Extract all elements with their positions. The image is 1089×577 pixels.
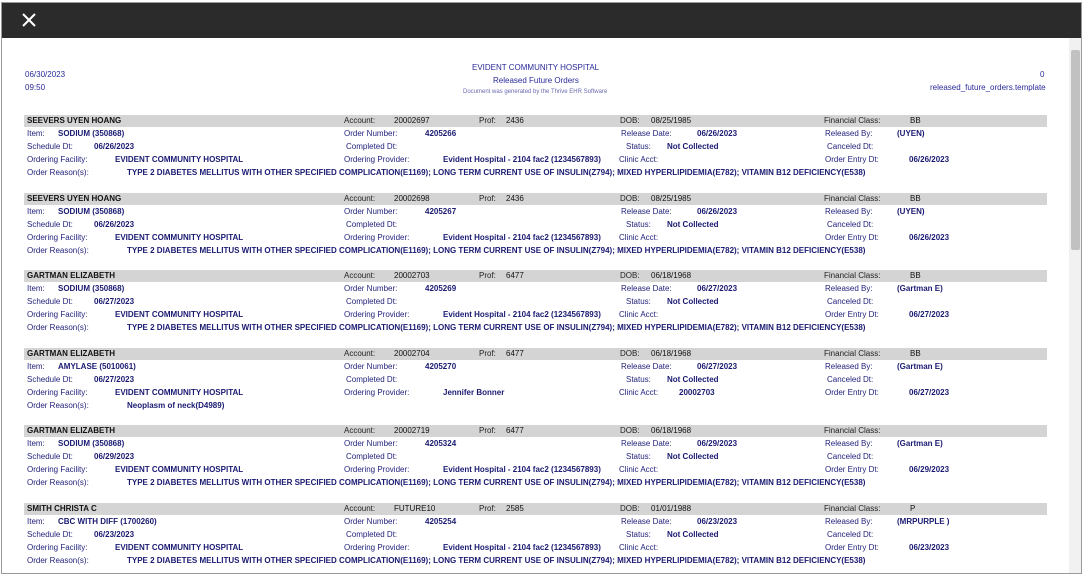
item-label: Item: <box>27 207 45 216</box>
ordering-facility-value: EVIDENT COMMUNITY HOSPITAL <box>115 465 244 474</box>
order-number-value: 4205266 <box>425 129 457 138</box>
item-label: Item: <box>27 439 45 448</box>
canceled-dt-label: Canceled Dt: <box>827 530 874 539</box>
patient-name: SMITH CHRISTA C <box>27 504 97 513</box>
order-record <box>24 503 1047 574</box>
clinic-acct-label: Clinic Acct: <box>619 155 659 164</box>
prof-label: Prof: <box>479 116 496 125</box>
record-header-bar <box>24 503 1047 515</box>
order-number-value: 4205270 <box>425 362 457 371</box>
clinic-acct-value: 20002703 <box>679 388 715 397</box>
scrollbar-thumb[interactable] <box>1071 50 1080 250</box>
order-number-label: Order Number: <box>344 362 398 371</box>
order-reasons-label: Order Reason(s): <box>27 478 89 487</box>
order-entry-dt-label: Order Entry Dt: <box>825 388 879 397</box>
order-reasons-value: Neoplasm of neck(D4989) <box>127 401 225 410</box>
ordering-provider-value: Evident Hospital - 2104 fac2 (1234567893) <box>443 155 601 164</box>
prof-label: Prof: <box>479 504 496 513</box>
financial-class-label: Financial Class: <box>824 426 881 435</box>
ordering-provider-label: Ordering Provider: <box>344 388 410 397</box>
status-label: Status: <box>626 220 651 229</box>
completed-dt-label: Completed Dt: <box>346 297 398 306</box>
financial-class-label: Financial Class: <box>824 116 881 125</box>
released-by-value: (Gartman E) <box>897 439 943 448</box>
order-entry-dt-value: 06/26/2023 <box>909 233 950 242</box>
ordering-facility-label: Ordering Facility: <box>27 388 88 397</box>
schedule-dt-label: Schedule Dt: <box>27 297 73 306</box>
report-page <box>2 38 1069 574</box>
patient-name: GARTMAN ELIZABETH <box>27 271 115 280</box>
schedule-dt-label: Schedule Dt: <box>27 220 73 229</box>
status-label: Status: <box>626 142 651 151</box>
hospital-name: EVIDENT COMMUNITY HOSPITAL <box>472 63 600 72</box>
status-value: Not Collected <box>667 142 719 151</box>
order-reasons-label: Order Reason(s): <box>27 401 89 410</box>
order-number-label: Order Number: <box>344 439 398 448</box>
prof-value: 6477 <box>506 349 524 358</box>
status-label: Status: <box>626 297 651 306</box>
release-date-value: 06/26/2023 <box>697 129 738 138</box>
order-entry-dt-value: 06/27/2023 <box>909 388 950 397</box>
schedule-dt-label: Schedule Dt: <box>27 452 73 461</box>
release-date-label: Release Date: <box>621 517 672 526</box>
schedule-dt-value: 06/26/2023 <box>94 142 135 151</box>
account-value: 20002697 <box>394 116 430 125</box>
patient-name: GARTMAN ELIZABETH <box>27 349 115 358</box>
ordering-provider-label: Ordering Provider: <box>344 155 410 164</box>
financial-class-value: BB <box>910 271 921 280</box>
viewer-toolbar <box>2 3 1082 38</box>
prof-label: Prof: <box>479 426 496 435</box>
financial-class-value: P <box>910 504 916 513</box>
account-label: Account: <box>344 504 376 513</box>
clinic-acct-label: Clinic Acct: <box>619 310 659 319</box>
clinic-acct-label: Clinic Acct: <box>619 543 659 552</box>
released-by-label: Released By: <box>825 517 873 526</box>
canceled-dt-label: Canceled Dt: <box>827 297 874 306</box>
order-reasons-label: Order Reason(s): <box>27 556 89 565</box>
released-by-label: Released By: <box>825 439 873 448</box>
ordering-provider-label: Ordering Provider: <box>344 465 410 474</box>
report-date: 06/30/2023 <box>25 70 66 79</box>
item-value: SODIUM (350868) <box>58 129 125 138</box>
ordering-provider-value: Evident Hospital - 2104 fac2 (1234567893) <box>443 465 601 474</box>
dob-label: DOB: <box>620 271 640 280</box>
order-reasons-value: TYPE 2 DIABETES MELLITUS WITH OTHER SPECIFIED COMPLICATION(E1169); LONG TERM CURRENT USE OF INSULIN(Z794); MIXED HYPERLIPIDEMIA(E782); VITAMIN B12 DEFICIENCY(E538) <box>127 478 866 487</box>
dob-value: 01/01/1988 <box>651 504 692 513</box>
ordering-facility-value: EVIDENT COMMUNITY HOSPITAL <box>115 233 244 242</box>
status-label: Status: <box>626 452 651 461</box>
order-number-value: 4205324 <box>425 439 457 448</box>
prof-label: Prof: <box>479 194 496 203</box>
financial-class-value: BB <box>910 116 921 125</box>
prof-value: 6477 <box>506 426 524 435</box>
patient-name: SEEVERS UYEN HOANG <box>27 194 122 203</box>
status-value: Not Collected <box>667 452 719 461</box>
financial-class-value: BB <box>910 349 921 358</box>
order-record <box>24 193 1047 271</box>
status-label: Status: <box>626 530 651 539</box>
release-date-label: Release Date: <box>621 284 672 293</box>
ordering-provider-label: Ordering Provider: <box>344 543 410 552</box>
close-icon[interactable] <box>18 9 40 31</box>
record-header-bar <box>24 425 1047 437</box>
order-number-label: Order Number: <box>344 207 398 216</box>
financial-class-label: Financial Class: <box>824 504 881 513</box>
dob-label: DOB: <box>620 426 640 435</box>
schedule-dt-label: Schedule Dt: <box>27 375 73 384</box>
prof-value: 2436 <box>506 116 524 125</box>
order-record <box>24 115 1047 193</box>
released-by-value: (UYEN) <box>897 207 925 216</box>
release-date-value: 06/27/2023 <box>697 284 738 293</box>
account-label: Account: <box>344 116 376 125</box>
order-entry-dt-value: 06/29/2023 <box>909 465 950 474</box>
account-label: Account: <box>344 194 376 203</box>
account-label: Account: <box>344 426 376 435</box>
prof-value: 6477 <box>506 271 524 280</box>
patient-name: GARTMAN ELIZABETH <box>27 426 115 435</box>
record-header-bar <box>24 348 1047 360</box>
dob-label: DOB: <box>620 504 640 513</box>
ordering-facility-value: EVIDENT COMMUNITY HOSPITAL <box>115 310 244 319</box>
schedule-dt-value: 06/26/2023 <box>94 220 135 229</box>
financial-class-label: Financial Class: <box>824 194 881 203</box>
schedule-dt-label: Schedule Dt: <box>27 530 73 539</box>
order-record <box>24 425 1047 503</box>
order-reasons-value: TYPE 2 DIABETES MELLITUS WITH OTHER SPECIFIED COMPLICATION(E1169); LONG TERM CURRENT USE OF INSULIN(Z794); MIXED HYPERLIPIDEMIA(E782); VITAMIN B12 DEFICIENCY(E538) <box>127 556 866 565</box>
account-label: Account: <box>344 349 376 358</box>
canceled-dt-label: Canceled Dt: <box>827 452 874 461</box>
account-value: 20002703 <box>394 271 430 280</box>
released-by-label: Released By: <box>825 207 873 216</box>
release-date-value: 06/29/2023 <box>697 439 738 448</box>
account-value: 20002704 <box>394 349 430 358</box>
status-value: Not Collected <box>667 530 719 539</box>
order-entry-dt-label: Order Entry Dt: <box>825 465 879 474</box>
financial-class-value: BB <box>910 194 921 203</box>
canceled-dt-label: Canceled Dt: <box>827 375 874 384</box>
ordering-facility-value: EVIDENT COMMUNITY HOSPITAL <box>115 155 244 164</box>
ordering-provider-label: Ordering Provider: <box>344 310 410 319</box>
prof-value: 2436 <box>506 194 524 203</box>
ordering-facility-label: Ordering Facility: <box>27 233 88 242</box>
order-number-value: 4205267 <box>425 207 457 216</box>
status-label: Status: <box>626 375 651 384</box>
release-date-label: Release Date: <box>621 129 672 138</box>
account-value: 20002719 <box>394 426 430 435</box>
completed-dt-label: Completed Dt: <box>346 452 398 461</box>
completed-dt-label: Completed Dt: <box>346 220 398 229</box>
dob-value: 06/18/1968 <box>651 271 692 280</box>
completed-dt-label: Completed Dt: <box>346 375 398 384</box>
clinic-acct-label: Clinic Acct: <box>619 233 659 242</box>
release-date-label: Release Date: <box>621 207 672 216</box>
order-reasons-value: TYPE 2 DIABETES MELLITUS WITH OTHER SPECIFIED COMPLICATION(E1169); LONG TERM CURRENT USE OF INSULIN(Z794); MIXED HYPERLIPIDEMIA(E782); VITAMIN B12 DEFICIENCY(E538) <box>127 246 866 255</box>
release-date-label: Release Date: <box>621 439 672 448</box>
prof-value: 2585 <box>506 504 524 513</box>
generated-note: Document was generated by the Thrive EHR Software <box>463 89 608 95</box>
order-entry-dt-label: Order Entry Dt: <box>825 155 879 164</box>
schedule-dt-value: 06/27/2023 <box>94 297 135 306</box>
account-label: Account: <box>344 271 376 280</box>
record-header-bar <box>24 270 1047 282</box>
order-reasons-label: Order Reason(s): <box>27 323 89 332</box>
status-value: Not Collected <box>667 375 719 384</box>
released-by-label: Released By: <box>825 362 873 371</box>
status-value: Not Collected <box>667 297 719 306</box>
order-record <box>24 270 1047 348</box>
dob-value: 06/18/1968 <box>651 349 692 358</box>
financial-class-label: Financial Class: <box>824 349 881 358</box>
canceled-dt-label: Canceled Dt: <box>827 220 874 229</box>
ordering-provider-label: Ordering Provider: <box>344 233 410 242</box>
released-by-value: (Gartman E) <box>897 362 943 371</box>
dob-value: 08/25/1985 <box>651 194 692 203</box>
ordering-facility-label: Ordering Facility: <box>27 155 88 164</box>
order-reasons-label: Order Reason(s): <box>27 246 89 255</box>
record-header-bar <box>24 193 1047 205</box>
item-value: SODIUM (350868) <box>58 439 125 448</box>
order-number-label: Order Number: <box>344 517 398 526</box>
released-by-label: Released By: <box>825 129 873 138</box>
ordering-facility-value: EVIDENT COMMUNITY HOSPITAL <box>115 388 244 397</box>
item-value: SODIUM (350868) <box>58 207 125 216</box>
item-label: Item: <box>27 284 45 293</box>
order-reasons-value: TYPE 2 DIABETES MELLITUS WITH OTHER SPECIFIED COMPLICATION(E1169); LONG TERM CURRENT USE OF INSULIN(Z794); MIXED HYPERLIPIDEMIA(E782); VITAMIN B12 DEFICIENCY(E538) <box>127 168 866 177</box>
item-label: Item: <box>27 129 45 138</box>
canceled-dt-label: Canceled Dt: <box>827 142 874 151</box>
completed-dt-label: Completed Dt: <box>346 530 398 539</box>
released-by-value: (UYEN) <box>897 129 925 138</box>
report-viewer-window <box>1 2 1082 574</box>
dob-value: 08/25/1985 <box>651 116 692 125</box>
schedule-dt-value: 06/23/2023 <box>94 530 135 539</box>
item-label: Item: <box>27 362 45 371</box>
ordering-provider-value: Jennifer Bonner <box>443 388 505 397</box>
clinic-acct-label: Clinic Acct: <box>619 388 659 397</box>
item-value: SODIUM (350868) <box>58 284 125 293</box>
schedule-dt-value: 06/29/2023 <box>94 452 135 461</box>
ordering-facility-value: EVIDENT COMMUNITY HOSPITAL <box>115 543 244 552</box>
financial-class-label: Financial Class: <box>824 271 881 280</box>
item-value: CBC WITH DIFF (1700260) <box>58 517 157 526</box>
report-time: 09:50 <box>25 83 46 92</box>
patient-name: SEEVERS UYEN HOANG <box>27 116 122 125</box>
page-number: 0 <box>1040 70 1045 79</box>
order-reasons-value: TYPE 2 DIABETES MELLITUS WITH OTHER SPECIFIED COMPLICATION(E1169); LONG TERM CURRENT USE OF INSULIN(Z794); MIXED HYPERLIPIDEMIA(E782); VITAMIN B12 DEFICIENCY(E538) <box>127 323 866 332</box>
vertical-scrollbar[interactable] <box>1069 38 1082 574</box>
order-entry-dt-label: Order Entry Dt: <box>825 310 879 319</box>
order-number-label: Order Number: <box>344 129 398 138</box>
ordering-provider-value: Evident Hospital - 2104 fac2 (1234567893) <box>443 543 601 552</box>
released-by-value: (Gartman E) <box>897 284 943 293</box>
report-title: Released Future Orders <box>493 76 579 85</box>
order-entry-dt-value: 06/26/2023 <box>909 155 950 164</box>
ordering-facility-label: Ordering Facility: <box>27 465 88 474</box>
dob-label: DOB: <box>620 116 640 125</box>
status-value: Not Collected <box>667 220 719 229</box>
order-entry-dt-value: 06/27/2023 <box>909 310 950 319</box>
prof-label: Prof: <box>479 271 496 280</box>
record-header-bar <box>24 115 1047 127</box>
ordering-facility-label: Ordering Facility: <box>27 543 88 552</box>
account-value: 20002698 <box>394 194 430 203</box>
order-reasons-label: Order Reason(s): <box>27 168 89 177</box>
ordering-facility-label: Ordering Facility: <box>27 310 88 319</box>
clinic-acct-label: Clinic Acct: <box>619 465 659 474</box>
order-number-value: 4205269 <box>425 284 457 293</box>
account-value: FUTURE10 <box>394 504 436 513</box>
released-by-label: Released By: <box>825 284 873 293</box>
release-date-value: 06/23/2023 <box>697 517 738 526</box>
released-by-value: (MRPURPLE ) <box>897 517 950 526</box>
order-entry-dt-label: Order Entry Dt: <box>825 233 879 242</box>
ordering-provider-value: Evident Hospital - 2104 fac2 (1234567893) <box>443 233 601 242</box>
ordering-provider-value: Evident Hospital - 2104 fac2 (1234567893) <box>443 310 601 319</box>
schedule-dt-label: Schedule Dt: <box>27 142 73 151</box>
release-date-value: 06/26/2023 <box>697 207 738 216</box>
order-number-label: Order Number: <box>344 284 398 293</box>
order-record <box>24 348 1047 426</box>
completed-dt-label: Completed Dt: <box>346 142 398 151</box>
template-name: released_future_orders.template <box>930 83 1046 92</box>
item-label: Item: <box>27 517 45 526</box>
release-date-value: 06/27/2023 <box>697 362 738 371</box>
dob-label: DOB: <box>620 349 640 358</box>
release-date-label: Release Date: <box>621 362 672 371</box>
order-entry-dt-label: Order Entry Dt: <box>825 543 879 552</box>
item-value: AMYLASE (5010061) <box>58 362 136 371</box>
dob-value: 06/18/1968 <box>651 426 692 435</box>
schedule-dt-value: 06/27/2023 <box>94 375 135 384</box>
order-number-value: 4205254 <box>425 517 457 526</box>
order-entry-dt-value: 06/23/2023 <box>909 543 950 552</box>
dob-label: DOB: <box>620 194 640 203</box>
prof-label: Prof: <box>479 349 496 358</box>
